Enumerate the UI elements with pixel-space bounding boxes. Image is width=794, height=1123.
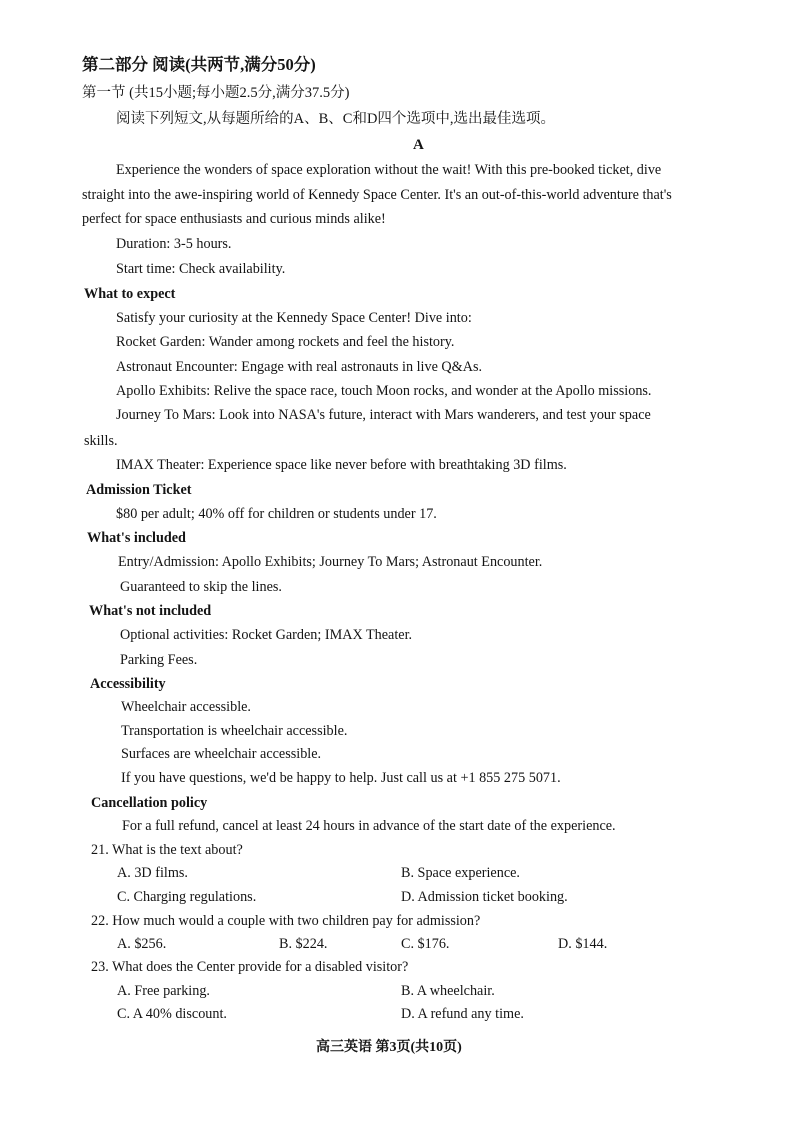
admission-text: $80 per adult; 40% off for children or students under 17.: [116, 506, 437, 522]
accessibility-item: Transportation is wheelchair accessible.: [121, 723, 348, 739]
expect-heading: What to expect: [84, 286, 176, 302]
page-footer: 高三英语 第3页(共10页): [316, 1040, 462, 1055]
question-stem: 22. How much would a couple with two children pay for admission?: [91, 913, 481, 929]
answer-option: A. $256.: [117, 936, 167, 952]
answer-option: C. A 40% discount.: [117, 1006, 227, 1022]
expect-item: Rocket Garden: Wander among rockets and feel the history.: [116, 334, 455, 350]
expect-item: Astronaut Encounter: Engage with real astronauts in live Q&As.: [116, 359, 483, 375]
cancellation-text: For a full refund, cancel at least 24 hours in advance of the start date of the experience.: [122, 818, 616, 834]
passage-label: A: [413, 137, 424, 153]
part-title: 第二部分 阅读(共两节,满分50分): [82, 55, 316, 74]
accessibility-item: If you have questions, we'd be happy to help. Just call us at +1 855 275 5071.: [121, 770, 561, 786]
answer-option: C. $176.: [401, 936, 450, 952]
not-included-item: Parking Fees.: [120, 652, 198, 668]
question-stem: 23. What does the Center provide for a disabled visitor?: [91, 959, 409, 975]
answer-option: B. A wheelchair.: [401, 983, 495, 999]
admission-heading: Admission Ticket: [86, 482, 192, 498]
expect-item: Journey To Mars: Look into NASA's future, interact with Mars wanderers, and test your space: [116, 407, 651, 423]
cancellation-heading: Cancellation policy: [91, 795, 208, 811]
not-included-heading: What's not included: [89, 603, 212, 619]
intro-line-2: straight into the awe-inspiring world of Kennedy Space Center. It's an out-of-this-world adventure that's: [82, 187, 672, 203]
expect-imax: IMAX Theater: Experience space like never before with breathtaking 3D films.: [116, 457, 567, 473]
intro-line-1: Experience the wonders of space exploration without the wait! With this pre-booked ticket, dive: [116, 162, 662, 178]
answer-option: B. Space experience.: [401, 865, 520, 881]
accessibility-heading: Accessibility: [90, 676, 166, 692]
included-item: Guaranteed to skip the lines.: [120, 579, 282, 595]
accessibility-item: Wheelchair accessible.: [121, 699, 251, 715]
start-time: Start time: Check availability.: [116, 261, 286, 277]
answer-option: D. Admission ticket booking.: [401, 889, 568, 905]
answer-option: D. $144.: [558, 936, 608, 952]
question-stem: 21. What is the text about?: [91, 842, 243, 858]
answer-option: C. Charging regulations.: [117, 889, 257, 905]
expect-lead: Satisfy your curiosity at the Kennedy Space Center! Dive into:: [116, 310, 472, 326]
duration: Duration: 3-5 hours.: [116, 236, 232, 252]
answer-option: A. Free parking.: [117, 983, 210, 999]
expect-item: Apollo Exhibits: Relive the space race, touch Moon rocks, and wonder at the Apollo missions.: [116, 383, 652, 399]
intro-line-3: perfect for space enthusiasts and curious minds alike!: [82, 211, 386, 227]
not-included-item: Optional activities: Rocket Garden; IMAX Theater.: [120, 627, 413, 643]
section-info: 第一节 (共15小题;每小题2.5分,满分37.5分): [82, 85, 350, 101]
answer-option: D. A refund any time.: [401, 1006, 524, 1022]
expect-item-continued: skills.: [84, 433, 118, 449]
answer-option: A. 3D films.: [117, 865, 188, 881]
included-item: Entry/Admission: Apollo Exhibits; Journey To Mars; Astronaut Encounter.: [118, 554, 543, 570]
included-heading: What's included: [87, 530, 186, 546]
answer-option: B. $224.: [279, 936, 328, 952]
accessibility-item: Surfaces are wheelchair accessible.: [121, 746, 322, 762]
instruction: 阅读下列短文,从每题所给的A、B、C和D四个选项中,选出最佳选项。: [116, 111, 556, 127]
